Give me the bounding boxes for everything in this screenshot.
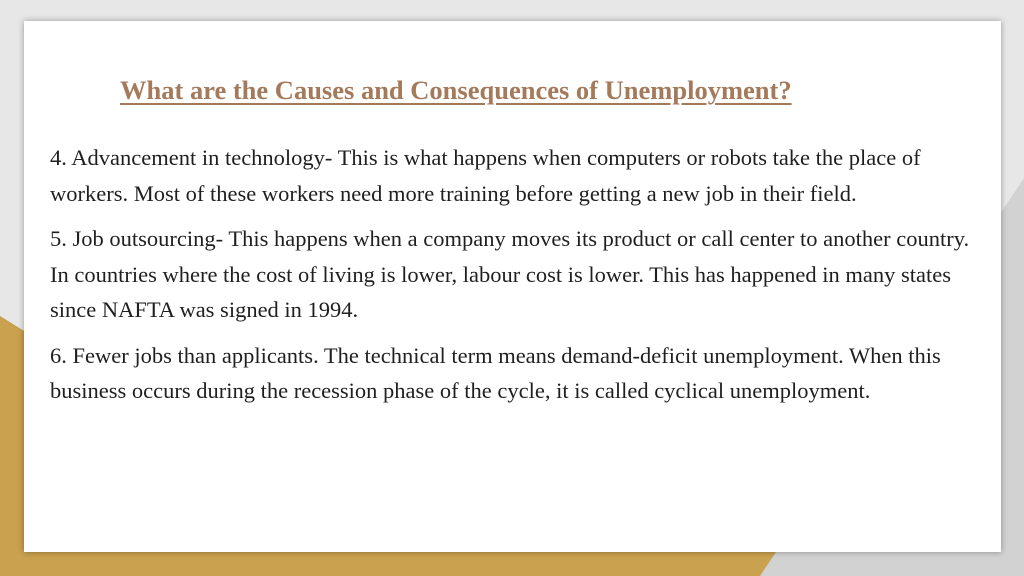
slide-body — [50, 140, 985, 419]
slide-card — [24, 21, 1001, 552]
paragraph-fewer-jobs: 6. Fewer jobs than applicants. The technical term means demand-deficit unemployment. When this business occurs during the recession phase of the cycle, it is called cyclical unemployment. — [50, 342, 941, 403]
paragraph-outsourcing: 5. Job outsourcing- This happens when a company moves its product or call center to another country. In countries where the cost of living is lower, labour cost is lower. This has happened in many states since NAFTA was signed in 1994. — [50, 226, 970, 322]
slide-title: What are the Causes and Consequences of Unemployment? — [120, 75, 792, 105]
paragraph-technology: 4. Advancement in technology- This is what happens when computers or robots take the place of workers. Most of these workers need more training before getting a new job in their field. — [50, 145, 921, 206]
